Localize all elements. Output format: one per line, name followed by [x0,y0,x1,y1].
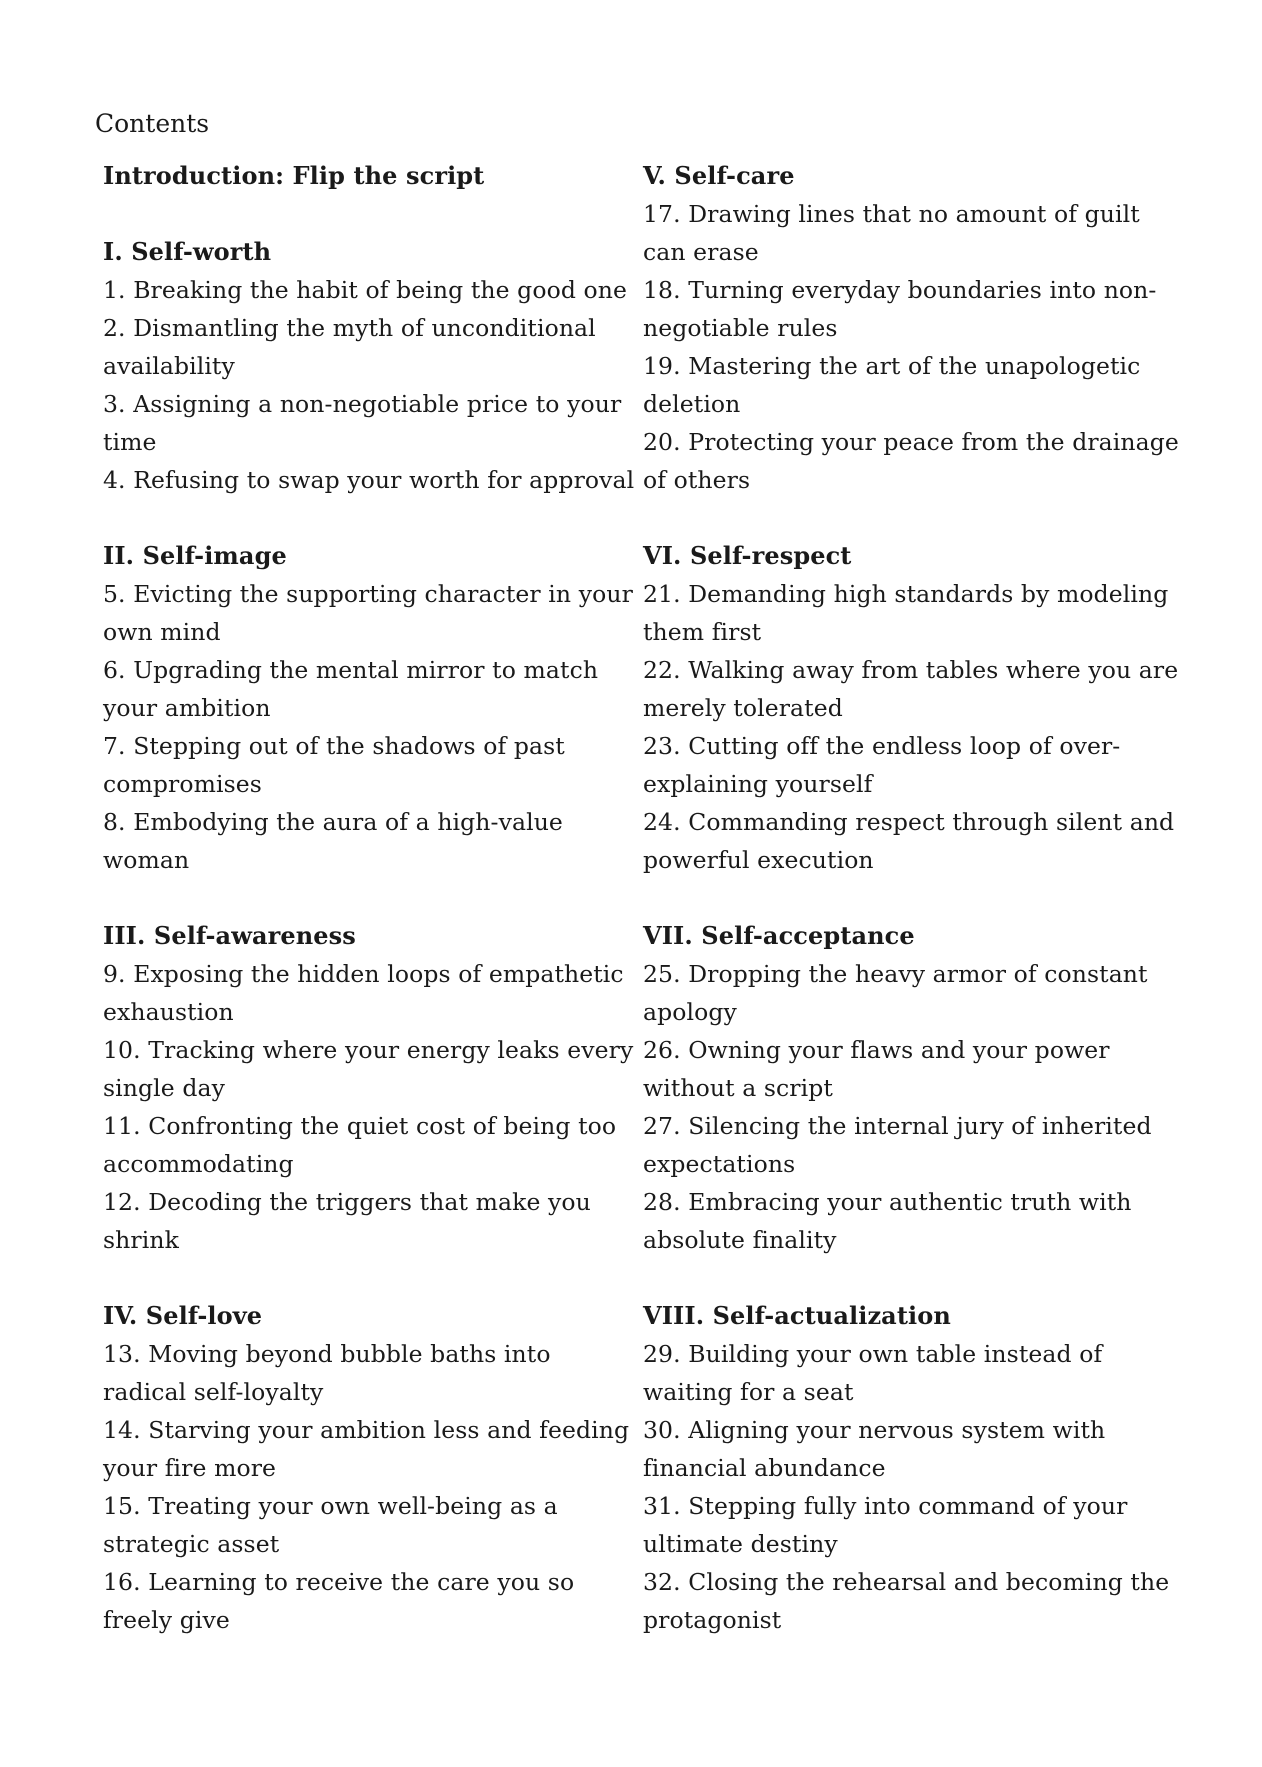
part-heading: IV. Self-love [103,1301,263,1330]
chapter-entry: 27. Silencing the internal jury of inherited expectations [643,1112,1152,1178]
toc-part-6 [643,537,1183,879]
toc-column-right [643,157,1183,1677]
table-of-contents [103,157,1183,1677]
chapter-entry: 26. Owning your flaws and your power without a script [643,1036,1110,1102]
chapter-entry: 2. Dismantling the myth of unconditional availability [103,314,596,380]
chapter-entry: 4. Refusing to swap your worth for approval [103,466,635,494]
chapter-entry: 1. Breaking the habit of being the good one [103,276,628,304]
chapter-entry: 12. Decoding the triggers that make you shrink [103,1188,591,1254]
toc-part-4 [103,1297,643,1639]
toc-part-1 [103,233,643,499]
chapter-entry: 6. Upgrading the mental mirror to match your ambition [103,656,599,722]
part-heading: VIII. Self-actualization [643,1301,951,1330]
chapter-entry: 5. Evicting the supporting character in your own mind [103,580,633,646]
toc-part-5 [643,157,1183,499]
chapter-entry: 3. Assigning a non-negotiable price to your time [103,390,622,456]
chapter-entry: 14. Starving your ambition less and feeding your fire more [103,1416,630,1482]
chapter-entry: 18. Turning everyday boundaries into non-negotiable rules [643,276,1157,342]
toc-part-2 [103,537,643,879]
chapter-entry: 11. Confronting the quiet cost of being too accommodating [103,1112,617,1178]
chapter-entry: 16. Learning to receive the care you so freely give [103,1568,575,1634]
chapter-entry: 25. Dropping the heavy armor of constant apology [643,960,1148,1026]
toc-part-8 [643,1297,1183,1639]
part-heading: III. Self-awareness [103,921,356,950]
part-heading: VI. Self-respect [643,541,852,570]
toc-part-7 [643,917,1183,1259]
chapter-entry: 15. Treating your own well-being as a strategic asset [103,1492,558,1558]
chapter-entry: 21. Demanding high standards by modeling them first [643,580,1169,646]
introduction-entry: Introduction: Flip the script [103,161,485,190]
part-heading: VII. Self-acceptance [643,921,915,950]
toc-part-3 [103,917,643,1259]
part-heading: V. Self-care [643,161,795,190]
chapter-entry: 9. Exposing the hidden loops of empathetic exhaustion [103,960,624,1026]
chapter-entry: 23. Cutting off the endless loop of over-explaining yourself [643,732,1121,798]
chapter-entry: 10. Tracking where your energy leaks every single day [103,1036,634,1102]
chapter-entry: 7. Stepping out of the shadows of past compromises [103,732,565,798]
chapter-entry: 8. Embodying the aura of a high-value woman [103,808,563,874]
toc-column-left [103,157,643,1677]
chapter-entry: 31. Stepping fully into command of your ultimate destiny [643,1492,1128,1558]
part-heading: II. Self-image [103,541,287,570]
chapter-entry: 29. Building your own table instead of waiting for a seat [643,1340,1103,1406]
chapter-entry: 19. Mastering the art of the unapologetic deletion [643,352,1141,418]
chapter-entry: 32. Closing the rehearsal and becoming the protagonist [643,1568,1170,1634]
chapter-entry: 17. Drawing lines that no amount of guilt can erase [643,200,1140,266]
chapter-entry: 22. Walking away from tables where you are merely tolerated [643,656,1179,722]
chapter-entry: 20. Protecting your peace from the drainage of others [643,428,1179,494]
chapter-entry: 28. Embracing your authentic truth with absolute finality [643,1188,1132,1254]
page-title: Contents [95,109,210,138]
chapter-entry: 24. Commanding respect through silent and powerful execution [643,808,1175,874]
chapter-entry: 30. Aligning your nervous system with financial abundance [643,1416,1106,1482]
chapter-entry: 13. Moving beyond bubble baths into radical self-loyalty [103,1340,551,1406]
part-heading: I. Self-worth [103,237,272,266]
